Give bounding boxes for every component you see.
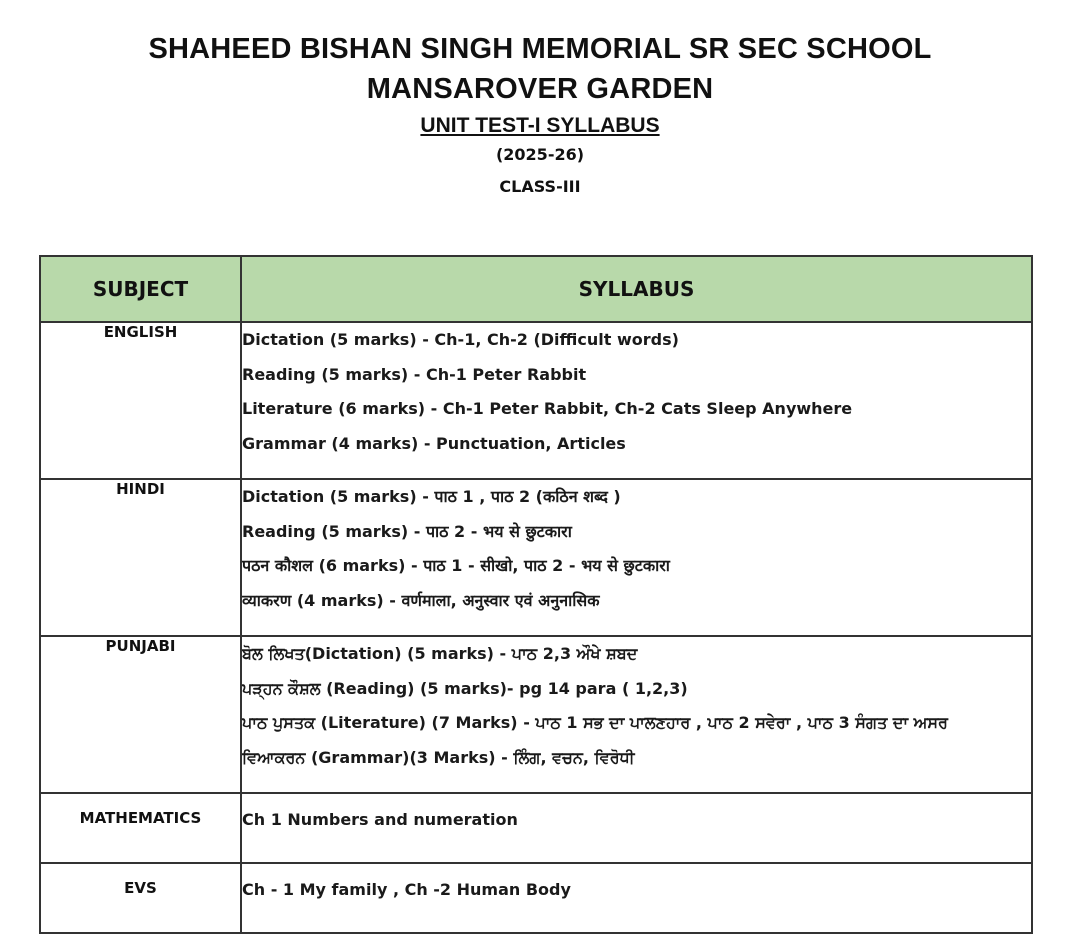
column-header-subject: SUBJECT: [40, 256, 241, 322]
table-row: [40, 863, 1032, 933]
subject-cell: HINDI: [40, 479, 241, 636]
syllabus-item: ਪਾਠ ਪੁਸਤਕ (Literature) (7 Marks) - ਪਾਠ 1 ਸਭ ਦਾ ਪਾਲਣਹਾਰ , ਪਾਠ 2 ਸਵੇਰਾ , ਪਾਠ 3 ਸੰਗਤ ਦਾ ਅਸਰ: [242, 713, 948, 732]
class-label: CLASS-III: [499, 177, 581, 196]
syllabus-table: [39, 255, 1033, 934]
table-row: [40, 636, 1032, 793]
syllabus-item: Grammar (4 marks) - Punctuation, Articles: [242, 433, 626, 453]
syllabus-cell: [241, 863, 1032, 933]
syllabus-item: ਵਿਆਕਰਨ (Grammar)(3 Marks) - ਲਿੰਗ, ਵਚਨ, ਵਿਰੋਧੀ: [242, 747, 635, 767]
syllabus-item: Ch 1 Numbers and numeration: [242, 810, 518, 829]
syllabus-item: Reading (5 marks) - Ch-1 Peter Rabbit: [242, 364, 587, 384]
syllabus-item: ਪੜ੍ਹਨ ਕੌਸ਼ਲ (Reading) (5 marks)- pg 14 para ( 1,2,3): [242, 678, 688, 698]
table-header-row: [40, 256, 1032, 322]
table-row: [40, 322, 1032, 479]
syllabus-item: Ch - 1 My family , Ch -2 Human Body: [242, 880, 571, 899]
syllabus-item: Dictation (5 marks) - पाठ 1 , पाठ 2 (कठिन शब्द ): [242, 487, 621, 506]
session-year: (2025-26): [495, 145, 585, 164]
subject-cell: PUNJABI: [40, 636, 241, 793]
syllabus-item: Reading (5 marks) - पाठ 2 - भय से छुटकारा: [242, 521, 572, 541]
syllabus-cell: [241, 479, 1032, 636]
syllabus-cell: [241, 793, 1032, 863]
subject-cell: MATHEMATICS: [40, 793, 241, 863]
school-name-line1: SHAHEED BISHAN SINGH MEMORIAL SR SEC SCHOOL: [148, 33, 932, 65]
subject-cell: ENGLISH: [40, 322, 241, 479]
syllabus-cell: [241, 636, 1032, 793]
subject-cell: EVS: [40, 863, 241, 933]
school-name-line2: MANSAROVER GARDEN: [366, 73, 714, 105]
syllabus-item: ਬੋਲ ਲਿਖਤ(Dictation) (5 marks) - ਪਾਠ 2,3 ਔਖੇ ਸ਼ਬਦ: [242, 644, 638, 663]
table-row: [40, 793, 1032, 863]
syllabus-item: पठन कौशल (6 marks) - पाठ 1 - सीखो, पाठ 2 - भय से छुटकारा: [242, 556, 670, 575]
test-title: UNIT TEST-I SYLLABUS: [420, 114, 660, 137]
syllabus-item: Dictation (5 marks) - Ch-1, Ch-2 (Difficult words): [242, 330, 679, 349]
table-row: [40, 479, 1032, 636]
syllabus-item: Literature (6 marks) - Ch-1 Peter Rabbit, Ch-2 Cats Sleep Anywhere: [242, 399, 853, 418]
column-header-syllabus: SYLLABUS: [241, 256, 1032, 322]
syllabus-item: व्याकरण (4 marks) - वर्णमाला, अनुस्वार एवं अनुनासिक: [242, 590, 600, 610]
syllabus-cell: [241, 322, 1032, 479]
